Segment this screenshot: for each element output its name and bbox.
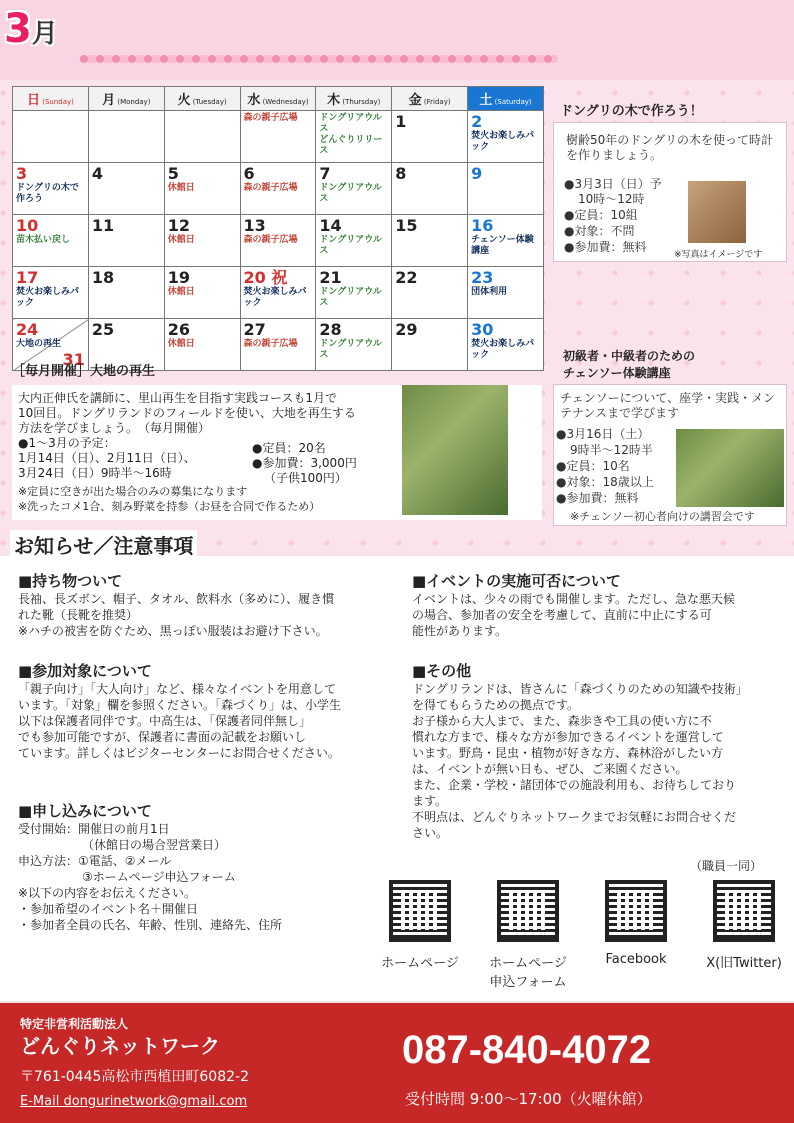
apply-heading: ■申し込みについて: [18, 802, 152, 820]
weekday-header: 木 (Thursday): [316, 87, 392, 111]
blossom-icon: [464, 55, 472, 63]
calendar-day-cell: [316, 163, 392, 215]
weekday-header: 水 (Wednesday): [240, 87, 316, 111]
calendar-week-row: [13, 163, 544, 215]
chainsaw-event-target: ●対象：18歳以上: [556, 475, 654, 489]
blossom-icon: [336, 55, 344, 63]
day-number: 9: [471, 164, 483, 183]
phone-number: 087-840-4072: [402, 1028, 652, 1072]
calendar-day-cell: [392, 319, 468, 371]
belongings-heading: ■持ち物ついて: [18, 572, 123, 590]
blossom-icon: [208, 55, 216, 63]
calendar-day-cell: [468, 215, 544, 267]
apply-section: [18, 800, 398, 933]
calendar-day-cell: [240, 319, 316, 371]
calendar-day-cell: [316, 319, 392, 371]
calendar-event: 森の親子広場: [243, 235, 298, 245]
calendar-day-cell: [468, 267, 544, 319]
calendar-day-cell: [88, 111, 164, 163]
calendar-event: ドングリアウルス: [319, 339, 382, 360]
chainsaw-event-desc: チェンソーについて、座学・実践・メンテナンスまで学びます: [560, 391, 776, 420]
calendar-event: 焚火お楽しみパック: [16, 287, 80, 308]
daichi-fee: ●参加費：3,000円: [252, 456, 357, 470]
calendar-day-cell: [164, 163, 240, 215]
org-name: どんぐりネットワーク: [20, 1034, 220, 1058]
calendar-day-cell: [316, 215, 392, 267]
blossom-icon: [144, 55, 152, 63]
target-text: 「親子向け」「大人向け」など、様々なイベントを用意して: [18, 682, 337, 696]
qr-code-item[interactable]: [586, 880, 686, 967]
calendar-day-cell: [13, 111, 89, 163]
belongings-text: 長袖、長ズボン、帽子、タオル、飲料水（多めに）、履き慣: [18, 592, 335, 606]
belongings-note: ※ハチの被害を防ぐため、黒っぽい服装はお避け下さい。: [18, 624, 328, 638]
calendar-event: 大地の再生: [16, 339, 62, 349]
blossom-icon: [416, 55, 424, 63]
donguri-event-capacity: ●定員：10組: [564, 208, 638, 222]
day-number: 23: [471, 268, 494, 287]
calendar-event: ドングリアウルス: [319, 183, 382, 204]
day-number: 14: [319, 216, 342, 235]
day-number: 24: [16, 320, 39, 339]
target-text: ています。詳しくはビジターセンターにお問合せください。: [18, 746, 340, 760]
calendar-event: 休館日: [167, 287, 195, 297]
staff-signature: （職員一同）: [690, 859, 763, 873]
day-number: 21: [319, 268, 342, 287]
apply-text: ③ホームページ申込フォーム: [82, 870, 236, 884]
daichi-line2: 10回目。ドングリランドのフィールドを使い、大地を再生する: [18, 406, 356, 420]
other-text: ます。: [412, 794, 448, 808]
donguri-event-desc: 樹齢50年のドングリの木を使って時計を作りましょう。: [566, 133, 774, 162]
calendar-event: 休館日: [167, 235, 195, 245]
calendar-event: 休館日: [167, 183, 195, 193]
day-number: 18: [91, 268, 115, 287]
day-number: 27: [243, 320, 266, 339]
qr-code-label: X(旧Twitter): [706, 956, 782, 971]
other-text: います。野鳥・昆虫・植物が好きな方、森林浴がしたい方: [412, 746, 724, 760]
day-number: 4: [91, 164, 103, 183]
blossom-icon: [160, 55, 168, 63]
daichi-dates1: 1月14日（日）、2月11日（日）、: [18, 451, 196, 465]
event-calendar: [12, 86, 544, 371]
donguri-event-title: ドングリの木で作ろう！: [560, 104, 703, 119]
blossom-icon: [80, 55, 88, 63]
weather-section: [412, 570, 782, 639]
other-text: 慣れな方まで、様々な方が参加できるイベントを運営して: [412, 730, 724, 744]
blossom-icon: [192, 55, 200, 63]
blossom-icon: [224, 55, 232, 63]
calendar-day-cell: [468, 163, 544, 215]
calendar-day-cell: [240, 163, 316, 215]
day-number: 5: [167, 164, 179, 183]
calendar-event: ドングリアウルス: [319, 287, 382, 308]
day-number: 13: [243, 216, 266, 235]
blossom-icon: [544, 55, 552, 63]
blossom-icon: [96, 55, 104, 63]
calendar-day-cell: [468, 319, 544, 371]
weather-heading: ■イベントの実施可否について: [412, 572, 621, 590]
qr-code-icon[interactable]: [713, 880, 775, 942]
email-link[interactable]: E-Mail dongurinetwork@gmail.com: [20, 1094, 248, 1109]
weekday-header: 火 (Tuesday): [164, 87, 240, 111]
other-heading: ■その他: [412, 662, 472, 680]
donguri-event-date: ●3月3日（日）予: [564, 177, 662, 191]
blossom-icon: [272, 55, 280, 63]
apply-text: （休館日の場合翌営業日）: [82, 838, 227, 852]
weekday-header: 日 (Sunday): [13, 87, 89, 111]
chainsaw-event-time: 9時半〜12時半: [570, 443, 653, 457]
qr-code-label: ホームページ: [381, 956, 459, 971]
calendar-event: チェンソー体験講座: [471, 235, 534, 256]
calendar-week-row: [13, 267, 544, 319]
daichi-box: [12, 385, 542, 520]
weekday-header: 土 (Saturday): [468, 87, 544, 111]
apply-text: 申込方法：①電話、②メール: [18, 854, 172, 868]
calendar-day-cell: [164, 319, 240, 371]
day-number: 26: [167, 320, 190, 339]
daichi-title: ［毎月開催］大地の再生: [12, 364, 156, 379]
chainsaw-title-line2: チェンソー体験講座: [563, 366, 671, 380]
day-number: 10: [16, 216, 39, 235]
target-text: います。「対象」欄を参照ください。「森づくり」は、小学生: [18, 698, 342, 712]
daichi-capacity: ●定員：20名: [252, 441, 326, 455]
blossom-icon: [288, 55, 296, 63]
target-text: でも参加可能ですが、保護者に書面の記載をお願いし: [18, 730, 307, 744]
qr-code-label: ホームページ 申込フォーム: [489, 956, 567, 990]
day-number: 11: [91, 216, 115, 235]
day-number: 30: [471, 320, 494, 339]
calendar-day-cell: [164, 215, 240, 267]
calendar-event: 森の親子広場: [243, 339, 298, 349]
calendar-event: ドングリアウルス: [319, 235, 382, 256]
daichi-fee-child: （子供100円）: [264, 471, 347, 485]
apply-text: ・参加希望のイベント名＋開催日: [18, 902, 199, 916]
qr-code-item[interactable]: [694, 880, 794, 971]
daichi-photo: [402, 385, 508, 515]
calendar-day-cell: [164, 111, 240, 163]
apply-text: ・参加者全員の氏名、年齢、性別、連絡先、住所: [18, 918, 283, 932]
day-number: 16: [471, 216, 494, 235]
calendar-day-cell: [392, 215, 468, 267]
blossom-icon: [448, 55, 456, 63]
donguri-event-target: ●対象：不問: [564, 224, 635, 238]
other-text: お子様から大人まで、また、森歩きや工具の使い方に不: [412, 714, 712, 728]
calendar-event: 団体利用: [471, 287, 508, 297]
apply-text: ※以下の内容をお伝えください。: [18, 886, 197, 900]
weekday-header: 月 (Monday): [88, 87, 164, 111]
calendar-event: 休館日: [167, 339, 195, 349]
month-suffix: 月: [31, 19, 58, 49]
blossom-icon: [128, 55, 136, 63]
weather-text: イベントは、少々の雨でも開催します。ただし、急な悪天候: [412, 592, 736, 606]
other-text: ドングリランドは、皆さんに「森づくりのための知識や技術」: [412, 682, 748, 696]
day-number: 31: [62, 350, 85, 369]
calendar-day-cell: [240, 267, 316, 319]
daichi-note2: ※洗ったコメ1合、刻み野菜を持参（お昼を合同で作るため）: [18, 500, 321, 513]
calendar-day-cell: [88, 215, 164, 267]
day-number: 25: [91, 320, 115, 339]
calendar-day-cell: [88, 163, 164, 215]
day-number: 3: [16, 164, 28, 183]
blossom-icon: [496, 55, 504, 63]
calendar-day-cell: [164, 267, 240, 319]
day-number: 15: [395, 216, 418, 235]
blossom-icon: [352, 55, 360, 63]
qr-code-icon[interactable]: [497, 880, 559, 942]
blossom-icon: [528, 55, 536, 63]
other-text: を得てもらうための拠点です。: [412, 698, 580, 712]
day-number: 12: [167, 216, 190, 235]
notice-area: [0, 556, 794, 1001]
chainsaw-event-fee: ●参加費：無料: [556, 491, 639, 505]
calendar-event: 焚火お楽しみパック: [243, 287, 307, 308]
notice-title: お知らせ／注意事項: [10, 530, 197, 559]
header-banner: [0, 0, 794, 80]
chainsaw-event-date: ●3月16日（土）: [556, 427, 650, 441]
weather-text: の場合、参加者の安全を考慮して、直前に中止にする可: [412, 608, 712, 622]
wooden-clock-photo: [688, 181, 746, 243]
daichi-note1: ※定員に空きが出た場合のみの募集になります: [18, 485, 248, 498]
month-badge: [4, 6, 72, 66]
day-number: 8: [395, 164, 407, 183]
calendar-day-cell: [316, 111, 392, 163]
day-number: 29: [395, 320, 418, 339]
belongings-text: れた靴（長靴を推奨）: [18, 608, 139, 622]
day-number: 19: [167, 268, 190, 287]
calendar-event: ドングリアウルス: [319, 113, 382, 134]
day-number: 22: [395, 268, 418, 287]
apply-text: 受付開始：開催日の前月1日: [18, 822, 170, 836]
chainsaw-title-line1: 初級者・中級者のための: [563, 349, 696, 363]
calendar-event: ドングリの木で作ろう: [16, 183, 79, 204]
calendar-day-cell: [392, 267, 468, 319]
blossom-icon: [176, 55, 184, 63]
blossom-icon: [320, 55, 328, 63]
calendar-header-row: [13, 87, 544, 111]
daichi-schedule: ●1〜3月の予定：: [18, 436, 116, 450]
weather-text: 能性があります。: [412, 624, 508, 638]
calendar-week-row: [13, 215, 544, 267]
blossom-icon: [368, 55, 376, 63]
day-number: 20 祝: [243, 268, 288, 287]
other-text: 不明点は、どんぐりネットワークまでお気軽にお問合せくだ: [412, 810, 737, 824]
chainsaw-event-box: [553, 384, 787, 526]
calendar-body: [13, 111, 544, 371]
blossom-decoration: [80, 52, 780, 66]
reception-hours: 受付時間 9:00〜17:00（火曜休館）: [405, 1090, 652, 1108]
blossom-icon: [304, 55, 312, 63]
other-text: は、イベントが無い日も、ぜひ、ご来園ください。: [412, 762, 688, 776]
donguri-event-time: 10時〜12時: [578, 192, 645, 206]
chainsaw-event-title: [563, 348, 695, 382]
qr-code-item[interactable]: [478, 880, 578, 990]
blossom-icon: [400, 55, 408, 63]
address: 〒761-0445高松市西植田町6082-2: [20, 1069, 249, 1085]
calendar-event: 森の親子広場: [243, 113, 298, 123]
donguri-event-fee: ●参加費：無料: [564, 240, 647, 254]
other-text: また、企業・学校・諸団体での施設利用も、お待ちしており: [412, 778, 737, 792]
day-number: 2: [471, 112, 483, 131]
calendar-event: 森の親子広場: [243, 183, 298, 193]
calendar-event: どんぐりリリース: [319, 135, 383, 156]
other-section: [412, 660, 782, 841]
chainsaw-event-note: ※チェンソー初心者向けの講習会です: [570, 510, 755, 523]
month-number: 3: [4, 6, 32, 52]
calendar-day-cell: [392, 163, 468, 215]
calendar-week-row: [13, 111, 544, 163]
chainsaw-event-capacity: ●定員：10名: [556, 459, 630, 473]
target-text: 以下は保護者同伴です。中高生は、「保護者同伴無し」: [18, 714, 312, 728]
calendar-day-cell: [13, 163, 89, 215]
calendar-day-cell: [13, 267, 89, 319]
other-text: さい。: [412, 826, 449, 840]
calendar-day-cell: [392, 111, 468, 163]
blossom-icon: [256, 55, 264, 63]
belongings-section: [18, 570, 398, 639]
blossom-icon: [384, 55, 392, 63]
blossom-icon: [240, 55, 248, 63]
calendar-day-cell: [468, 111, 544, 163]
qr-code-icon[interactable]: [389, 880, 451, 942]
daichi-line3: 方法を学びましょう。 （毎月開催）: [18, 421, 211, 435]
qr-code-row: [366, 880, 782, 1000]
day-number: 17: [16, 268, 39, 287]
chainsaw-photo: [676, 429, 784, 507]
day-number: 28: [319, 320, 342, 339]
qr-code-label: Facebook: [605, 952, 667, 967]
calendar-event: 苗木払い戻し: [16, 235, 71, 245]
blossom-icon: [480, 55, 488, 63]
target-heading: ■参加対象について: [18, 662, 152, 680]
qr-code-icon[interactable]: [605, 880, 667, 942]
weekday-header: 金 (Friday): [392, 87, 468, 111]
target-section: [18, 660, 398, 761]
calendar-day-cell: [316, 267, 392, 319]
donguri-event-box: [553, 122, 787, 262]
donguri-photo-note: ※写真はイメージです: [674, 250, 763, 260]
calendar-day-cell: [240, 111, 316, 163]
calendar-event: 焚火お楽しみパック: [471, 339, 535, 360]
daichi-line1: 大内正伸氏を講師に、里山再生を目指す実践コースも1月で: [18, 391, 338, 405]
day-number: 6: [243, 164, 255, 183]
blossom-icon: [512, 55, 520, 63]
day-number: 1: [395, 112, 407, 131]
day-number: 7: [319, 164, 331, 183]
qr-code-item[interactable]: [370, 880, 470, 971]
calendar-day-cell: [88, 267, 164, 319]
daichi-dates2: 3月24日（日）9時半〜16時: [18, 466, 172, 480]
calendar-day-cell: [240, 215, 316, 267]
calendar-day-cell: [13, 215, 89, 267]
blossom-icon: [432, 55, 440, 63]
calendar-event: 焚火お楽しみパック: [471, 131, 535, 152]
blossom-icon: [112, 55, 120, 63]
org-type: 特定非営利活動法人: [20, 1017, 129, 1031]
